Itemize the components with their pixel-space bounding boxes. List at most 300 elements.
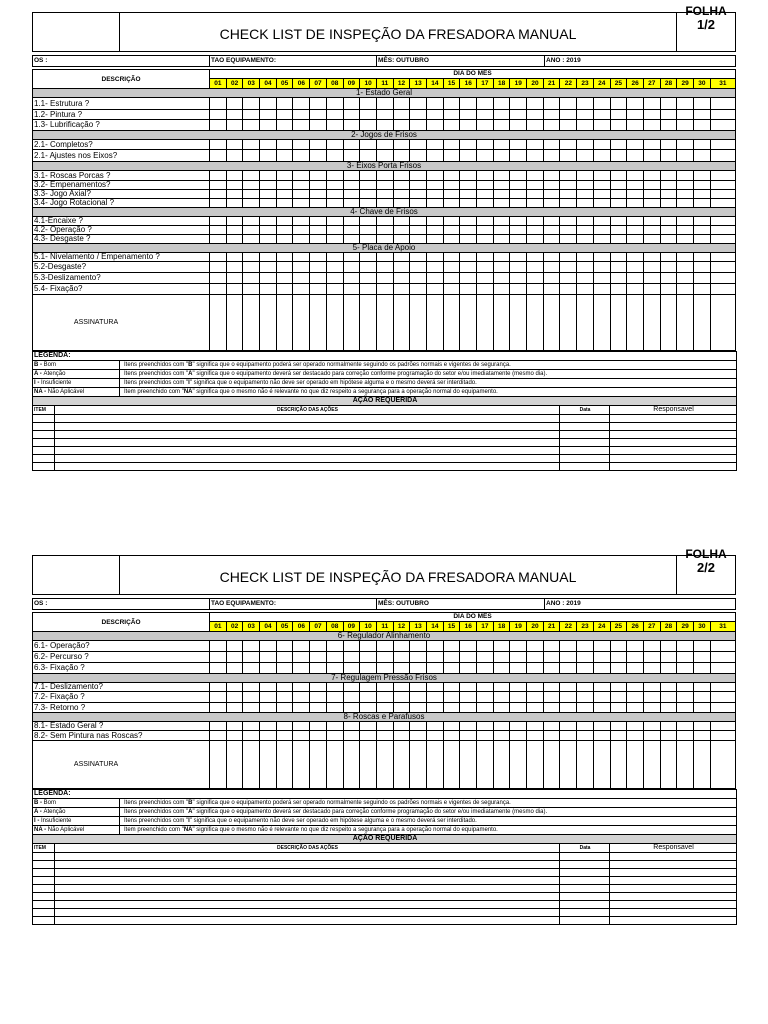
check-cell[interactable]: [326, 253, 343, 262]
check-cell[interactable]: [510, 262, 527, 273]
check-cell[interactable]: [510, 171, 527, 181]
check-cell[interactable]: [310, 199, 327, 208]
check-cell[interactable]: [577, 171, 594, 181]
check-cell[interactable]: [543, 703, 560, 713]
check-cell[interactable]: [226, 217, 243, 226]
check-cell[interactable]: [560, 641, 577, 652]
action-date-cell[interactable]: [560, 455, 610, 463]
month-field[interactable]: MÊS: OUTUBRO: [377, 599, 545, 609]
check-cell[interactable]: [410, 120, 427, 131]
check-cell[interactable]: [376, 110, 393, 120]
check-cell[interactable]: [376, 262, 393, 273]
check-cell[interactable]: [343, 110, 360, 120]
check-cell[interactable]: [276, 262, 293, 273]
check-cell[interactable]: [510, 110, 527, 120]
signature-cell[interactable]: [426, 741, 443, 789]
check-cell[interactable]: [610, 171, 627, 181]
action-description-cell[interactable]: [55, 917, 560, 925]
check-cell[interactable]: [210, 683, 227, 692]
check-cell[interactable]: [243, 120, 260, 131]
check-cell[interactable]: [643, 150, 660, 162]
check-cell[interactable]: [276, 140, 293, 150]
signature-cell[interactable]: [610, 295, 627, 351]
check-cell[interactable]: [210, 284, 227, 295]
action-responsible-cell[interactable]: [610, 877, 737, 885]
check-cell[interactable]: [343, 284, 360, 295]
action-date-cell[interactable]: [560, 423, 610, 431]
check-cell[interactable]: [677, 235, 694, 244]
check-cell[interactable]: [577, 652, 594, 663]
check-cell[interactable]: [376, 120, 393, 131]
check-cell[interactable]: [527, 120, 544, 131]
check-cell[interactable]: [593, 652, 610, 663]
check-cell[interactable]: [660, 652, 677, 663]
check-cell[interactable]: [343, 262, 360, 273]
check-cell[interactable]: [410, 652, 427, 663]
month-field[interactable]: MÊS: OUTUBRO: [377, 56, 545, 66]
check-cell[interactable]: [376, 217, 393, 226]
check-cell[interactable]: [677, 731, 694, 741]
action-item-cell[interactable]: [33, 877, 55, 885]
check-cell[interactable]: [677, 262, 694, 273]
check-cell[interactable]: [210, 150, 227, 162]
check-cell[interactable]: [560, 284, 577, 295]
check-cell[interactable]: [493, 140, 510, 150]
check-cell[interactable]: [326, 641, 343, 652]
check-cell[interactable]: [493, 652, 510, 663]
check-cell[interactable]: [493, 703, 510, 713]
check-cell[interactable]: [310, 98, 327, 110]
signature-cell[interactable]: [460, 295, 477, 351]
check-cell[interactable]: [677, 98, 694, 110]
check-cell[interactable]: [560, 253, 577, 262]
check-cell[interactable]: [660, 731, 677, 741]
check-cell[interactable]: [610, 140, 627, 150]
check-cell[interactable]: [510, 703, 527, 713]
check-cell[interactable]: [443, 253, 460, 262]
check-cell[interactable]: [577, 217, 594, 226]
action-date-cell[interactable]: [560, 439, 610, 447]
check-cell[interactable]: [393, 703, 410, 713]
check-cell[interactable]: [410, 171, 427, 181]
check-cell[interactable]: [210, 262, 227, 273]
check-cell[interactable]: [326, 663, 343, 674]
signature-cell[interactable]: [326, 295, 343, 351]
action-responsible-cell[interactable]: [610, 917, 737, 925]
action-description-cell[interactable]: [55, 423, 560, 431]
check-cell[interactable]: [493, 217, 510, 226]
check-cell[interactable]: [376, 150, 393, 162]
check-cell[interactable]: [660, 641, 677, 652]
check-cell[interactable]: [426, 722, 443, 731]
check-cell[interactable]: [560, 692, 577, 703]
check-cell[interactable]: [410, 722, 427, 731]
check-cell[interactable]: [360, 171, 377, 181]
check-cell[interactable]: [543, 273, 560, 284]
check-cell[interactable]: [293, 199, 310, 208]
check-cell[interactable]: [593, 217, 610, 226]
check-cell[interactable]: [343, 98, 360, 110]
check-cell[interactable]: [510, 722, 527, 731]
check-cell[interactable]: [610, 253, 627, 262]
check-cell[interactable]: [310, 217, 327, 226]
check-cell[interactable]: [477, 284, 494, 295]
check-cell[interactable]: [460, 722, 477, 731]
check-cell[interactable]: [426, 641, 443, 652]
check-cell[interactable]: [460, 703, 477, 713]
check-cell[interactable]: [677, 663, 694, 674]
action-responsible-cell[interactable]: [610, 853, 737, 861]
check-cell[interactable]: [693, 703, 710, 713]
check-cell[interactable]: [493, 110, 510, 120]
check-cell[interactable]: [627, 692, 644, 703]
check-cell[interactable]: [393, 652, 410, 663]
action-description-cell[interactable]: [55, 455, 560, 463]
signature-cell[interactable]: [577, 741, 594, 789]
check-cell[interactable]: [310, 641, 327, 652]
check-cell[interactable]: [226, 641, 243, 652]
check-cell[interactable]: [243, 98, 260, 110]
check-cell[interactable]: [493, 171, 510, 181]
check-cell[interactable]: [543, 652, 560, 663]
check-cell[interactable]: [610, 110, 627, 120]
check-cell[interactable]: [326, 181, 343, 190]
check-cell[interactable]: [643, 692, 660, 703]
signature-cell[interactable]: [660, 741, 677, 789]
check-cell[interactable]: [677, 171, 694, 181]
check-cell[interactable]: [693, 663, 710, 674]
check-cell[interactable]: [477, 226, 494, 235]
check-cell[interactable]: [360, 683, 377, 692]
check-cell[interactable]: [376, 722, 393, 731]
check-cell[interactable]: [410, 140, 427, 150]
check-cell[interactable]: [677, 253, 694, 262]
check-cell[interactable]: [343, 703, 360, 713]
check-cell[interactable]: [310, 731, 327, 741]
check-cell[interactable]: [226, 703, 243, 713]
check-cell[interactable]: [460, 652, 477, 663]
check-cell[interactable]: [593, 150, 610, 162]
check-cell[interactable]: [477, 171, 494, 181]
action-description-cell[interactable]: [55, 463, 560, 471]
check-cell[interactable]: [577, 284, 594, 295]
action-description-cell[interactable]: [55, 447, 560, 455]
check-cell[interactable]: [426, 110, 443, 120]
check-cell[interactable]: [326, 683, 343, 692]
check-cell[interactable]: [443, 150, 460, 162]
action-description-cell[interactable]: [55, 431, 560, 439]
check-cell[interactable]: [493, 683, 510, 692]
signature-cell[interactable]: [493, 295, 510, 351]
check-cell[interactable]: [260, 226, 277, 235]
check-cell[interactable]: [426, 253, 443, 262]
check-cell[interactable]: [543, 181, 560, 190]
check-cell[interactable]: [560, 217, 577, 226]
check-cell[interactable]: [376, 652, 393, 663]
check-cell[interactable]: [293, 190, 310, 199]
check-cell[interactable]: [693, 652, 710, 663]
check-cell[interactable]: [260, 120, 277, 131]
check-cell[interactable]: [310, 652, 327, 663]
check-cell[interactable]: [443, 652, 460, 663]
signature-cell[interactable]: [276, 741, 293, 789]
check-cell[interactable]: [643, 181, 660, 190]
check-cell[interactable]: [343, 120, 360, 131]
check-cell[interactable]: [360, 731, 377, 741]
check-cell[interactable]: [627, 171, 644, 181]
action-description-cell[interactable]: [55, 861, 560, 869]
signature-cell[interactable]: [276, 295, 293, 351]
check-cell[interactable]: [376, 253, 393, 262]
check-cell[interactable]: [627, 120, 644, 131]
check-cell[interactable]: [243, 273, 260, 284]
check-cell[interactable]: [393, 226, 410, 235]
action-description-cell[interactable]: [55, 877, 560, 885]
check-cell[interactable]: [443, 692, 460, 703]
signature-cell[interactable]: [627, 741, 644, 789]
check-cell[interactable]: [293, 731, 310, 741]
year-field[interactable]: ANO : 2019: [546, 57, 581, 64]
check-cell[interactable]: [510, 652, 527, 663]
check-cell[interactable]: [260, 641, 277, 652]
check-cell[interactable]: [460, 663, 477, 674]
check-cell[interactable]: [310, 190, 327, 199]
check-cell[interactable]: [376, 683, 393, 692]
check-cell[interactable]: [627, 262, 644, 273]
check-cell[interactable]: [527, 262, 544, 273]
check-cell[interactable]: [310, 171, 327, 181]
check-cell[interactable]: [293, 181, 310, 190]
check-cell[interactable]: [610, 273, 627, 284]
check-cell[interactable]: [343, 190, 360, 199]
check-cell[interactable]: [543, 284, 560, 295]
check-cell[interactable]: [593, 663, 610, 674]
signature-cell[interactable]: [527, 295, 544, 351]
check-cell[interactable]: [210, 110, 227, 120]
check-cell[interactable]: [593, 235, 610, 244]
check-cell[interactable]: [260, 652, 277, 663]
check-cell[interactable]: [710, 181, 735, 190]
check-cell[interactable]: [527, 199, 544, 208]
check-cell[interactable]: [326, 217, 343, 226]
check-cell[interactable]: [627, 284, 644, 295]
check-cell[interactable]: [360, 273, 377, 284]
check-cell[interactable]: [260, 253, 277, 262]
check-cell[interactable]: [577, 253, 594, 262]
check-cell[interactable]: [276, 110, 293, 120]
check-cell[interactable]: [343, 731, 360, 741]
check-cell[interactable]: [426, 731, 443, 741]
check-cell[interactable]: [677, 120, 694, 131]
check-cell[interactable]: [393, 110, 410, 120]
action-date-cell[interactable]: [560, 869, 610, 877]
check-cell[interactable]: [560, 181, 577, 190]
check-cell[interactable]: [477, 120, 494, 131]
action-responsible-cell[interactable]: [610, 463, 737, 471]
action-item-cell[interactable]: [33, 901, 55, 909]
check-cell[interactable]: [643, 641, 660, 652]
check-cell[interactable]: [660, 692, 677, 703]
check-cell[interactable]: [343, 226, 360, 235]
check-cell[interactable]: [593, 120, 610, 131]
check-cell[interactable]: [710, 262, 735, 273]
check-cell[interactable]: [343, 217, 360, 226]
check-cell[interactable]: [243, 683, 260, 692]
check-cell[interactable]: [460, 217, 477, 226]
check-cell[interactable]: [426, 150, 443, 162]
check-cell[interactable]: [710, 273, 735, 284]
check-cell[interactable]: [693, 120, 710, 131]
check-cell[interactable]: [443, 98, 460, 110]
check-cell[interactable]: [310, 273, 327, 284]
action-responsible-cell[interactable]: [610, 861, 737, 869]
check-cell[interactable]: [710, 140, 735, 150]
check-cell[interactable]: [627, 235, 644, 244]
check-cell[interactable]: [643, 235, 660, 244]
check-cell[interactable]: [627, 226, 644, 235]
check-cell[interactable]: [410, 663, 427, 674]
check-cell[interactable]: [543, 226, 560, 235]
check-cell[interactable]: [326, 199, 343, 208]
check-cell[interactable]: [543, 683, 560, 692]
check-cell[interactable]: [543, 731, 560, 741]
check-cell[interactable]: [493, 190, 510, 199]
check-cell[interactable]: [260, 181, 277, 190]
check-cell[interactable]: [577, 262, 594, 273]
check-cell[interactable]: [560, 190, 577, 199]
check-cell[interactable]: [677, 110, 694, 120]
check-cell[interactable]: [510, 683, 527, 692]
check-cell[interactable]: [243, 731, 260, 741]
check-cell[interactable]: [493, 181, 510, 190]
check-cell[interactable]: [660, 190, 677, 199]
check-cell[interactable]: [410, 683, 427, 692]
check-cell[interactable]: [627, 190, 644, 199]
check-cell[interactable]: [393, 98, 410, 110]
check-cell[interactable]: [527, 731, 544, 741]
action-date-cell[interactable]: [560, 909, 610, 917]
check-cell[interactable]: [393, 150, 410, 162]
check-cell[interactable]: [477, 150, 494, 162]
signature-cell[interactable]: [593, 741, 610, 789]
action-item-cell[interactable]: [33, 885, 55, 893]
check-cell[interactable]: [360, 692, 377, 703]
check-cell[interactable]: [660, 98, 677, 110]
check-cell[interactable]: [477, 731, 494, 741]
check-cell[interactable]: [460, 190, 477, 199]
check-cell[interactable]: [477, 663, 494, 674]
check-cell[interactable]: [360, 253, 377, 262]
check-cell[interactable]: [260, 703, 277, 713]
check-cell[interactable]: [243, 641, 260, 652]
check-cell[interactable]: [610, 692, 627, 703]
check-cell[interactable]: [643, 683, 660, 692]
check-cell[interactable]: [260, 722, 277, 731]
check-cell[interactable]: [627, 683, 644, 692]
check-cell[interactable]: [210, 703, 227, 713]
signature-cell[interactable]: [210, 741, 227, 789]
check-cell[interactable]: [577, 273, 594, 284]
check-cell[interactable]: [243, 190, 260, 199]
action-date-cell[interactable]: [560, 877, 610, 885]
check-cell[interactable]: [310, 110, 327, 120]
check-cell[interactable]: [693, 171, 710, 181]
check-cell[interactable]: [226, 150, 243, 162]
check-cell[interactable]: [593, 683, 610, 692]
signature-cell[interactable]: [293, 295, 310, 351]
check-cell[interactable]: [677, 199, 694, 208]
check-cell[interactable]: [393, 683, 410, 692]
check-cell[interactable]: [243, 235, 260, 244]
check-cell[interactable]: [577, 641, 594, 652]
check-cell[interactable]: [527, 150, 544, 162]
check-cell[interactable]: [443, 181, 460, 190]
check-cell[interactable]: [560, 199, 577, 208]
check-cell[interactable]: [276, 181, 293, 190]
check-cell[interactable]: [443, 683, 460, 692]
check-cell[interactable]: [510, 120, 527, 131]
check-cell[interactable]: [260, 731, 277, 741]
check-cell[interactable]: [460, 171, 477, 181]
check-cell[interactable]: [577, 181, 594, 190]
check-cell[interactable]: [577, 199, 594, 208]
check-cell[interactable]: [410, 692, 427, 703]
check-cell[interactable]: [226, 226, 243, 235]
check-cell[interactable]: [527, 273, 544, 284]
signature-cell[interactable]: [643, 741, 660, 789]
action-date-cell[interactable]: [560, 431, 610, 439]
check-cell[interactable]: [460, 683, 477, 692]
signature-cell[interactable]: [243, 741, 260, 789]
check-cell[interactable]: [493, 98, 510, 110]
check-cell[interactable]: [226, 663, 243, 674]
signature-cell[interactable]: [593, 295, 610, 351]
check-cell[interactable]: [326, 273, 343, 284]
check-cell[interactable]: [660, 150, 677, 162]
check-cell[interactable]: [243, 284, 260, 295]
check-cell[interactable]: [510, 663, 527, 674]
check-cell[interactable]: [460, 731, 477, 741]
check-cell[interactable]: [627, 641, 644, 652]
check-cell[interactable]: [310, 663, 327, 674]
signature-cell[interactable]: [560, 295, 577, 351]
check-cell[interactable]: [543, 217, 560, 226]
check-cell[interactable]: [677, 284, 694, 295]
check-cell[interactable]: [326, 190, 343, 199]
check-cell[interactable]: [226, 253, 243, 262]
check-cell[interactable]: [710, 253, 735, 262]
signature-cell[interactable]: [260, 295, 277, 351]
check-cell[interactable]: [293, 284, 310, 295]
signature-cell[interactable]: [210, 295, 227, 351]
check-cell[interactable]: [276, 226, 293, 235]
check-cell[interactable]: [443, 199, 460, 208]
check-cell[interactable]: [360, 150, 377, 162]
check-cell[interactable]: [343, 273, 360, 284]
check-cell[interactable]: [477, 110, 494, 120]
check-cell[interactable]: [493, 262, 510, 273]
check-cell[interactable]: [643, 226, 660, 235]
check-cell[interactable]: [376, 140, 393, 150]
check-cell[interactable]: [293, 273, 310, 284]
check-cell[interactable]: [510, 226, 527, 235]
signature-cell[interactable]: [343, 741, 360, 789]
check-cell[interactable]: [710, 731, 735, 741]
check-cell[interactable]: [710, 110, 735, 120]
check-cell[interactable]: [693, 150, 710, 162]
check-cell[interactable]: [543, 140, 560, 150]
check-cell[interactable]: [660, 199, 677, 208]
